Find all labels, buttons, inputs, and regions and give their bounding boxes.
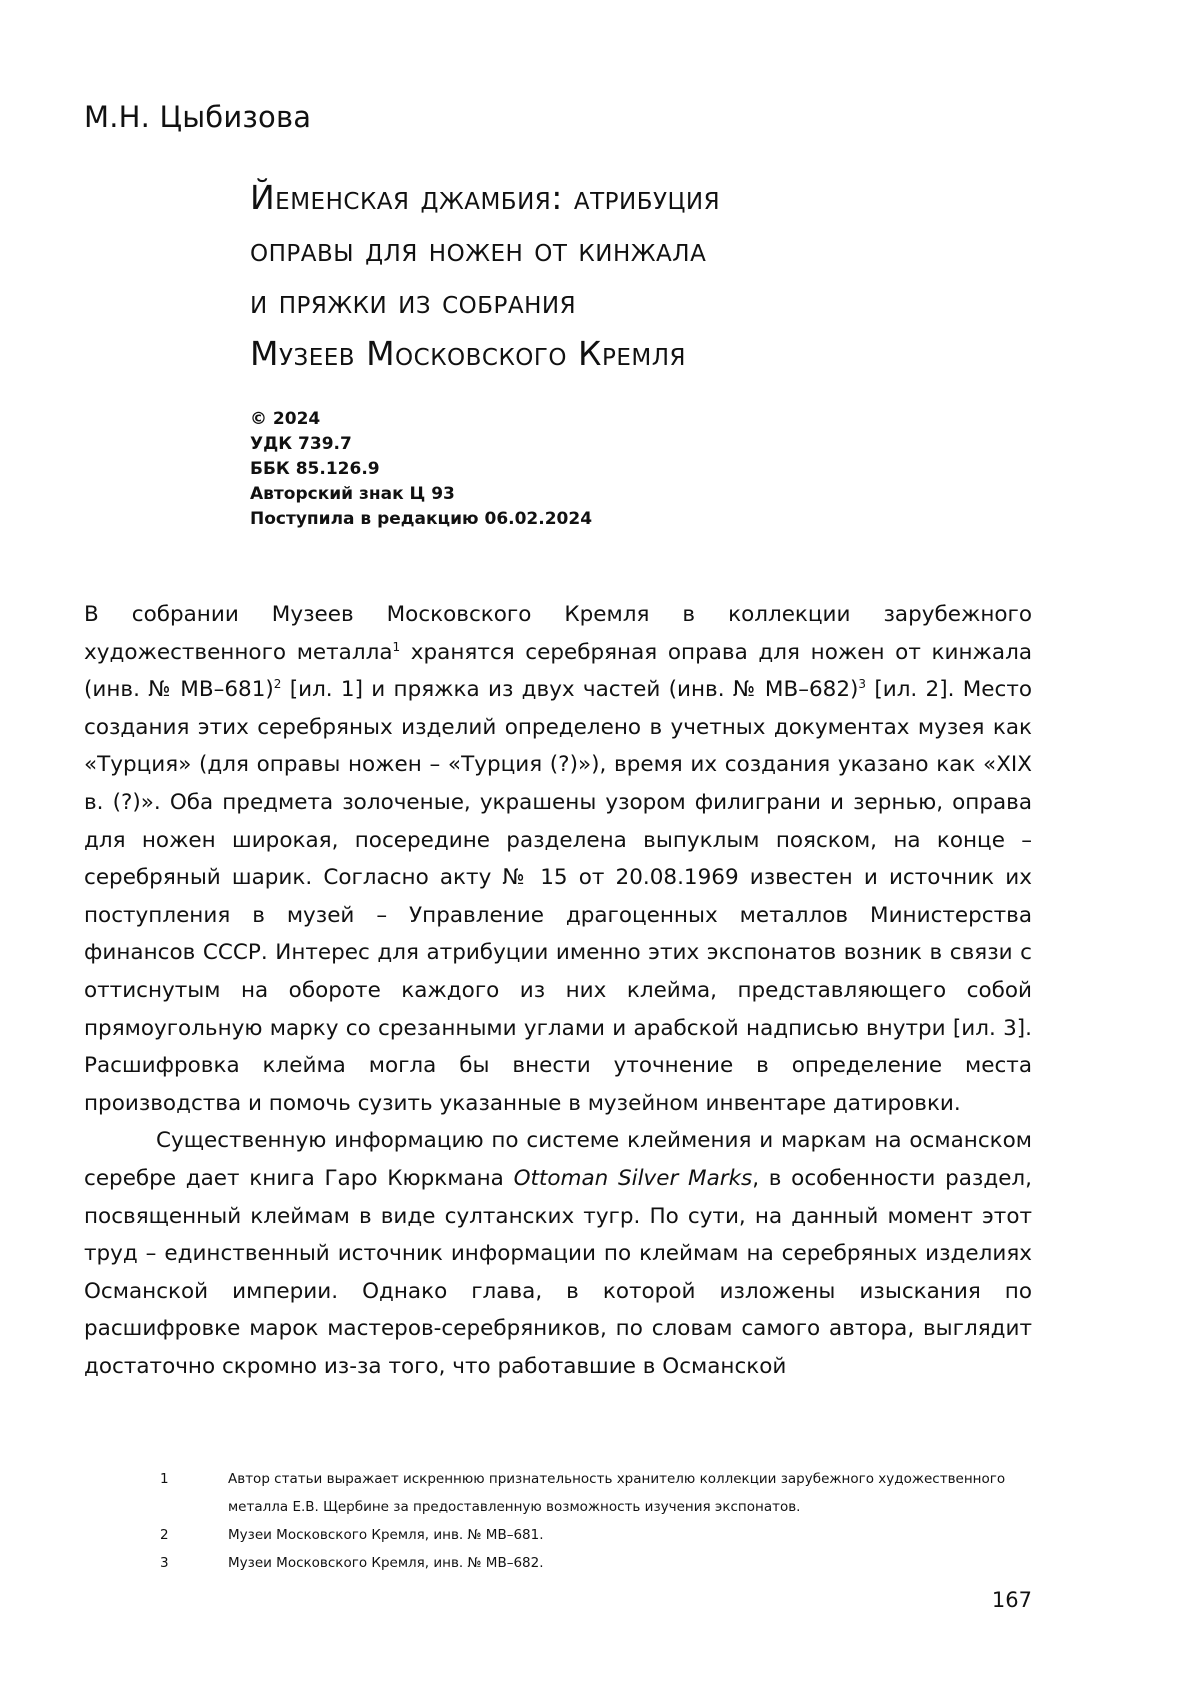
footnotes [160, 1465, 1030, 1577]
footnote-3 [160, 1549, 1030, 1577]
article-body [84, 596, 1032, 1385]
paragraph-text: В собрании Музеев Московского Кремля в коллекции зарубежного художественного металла [84, 602, 1032, 665]
footnote-1 [160, 1465, 1030, 1521]
article-metadata [250, 407, 592, 532]
footnote-text: Музеи Московского Кремля, инв. № МВ–682. [228, 1555, 544, 1571]
title-line-4: Музеев Московского Кремля [250, 334, 686, 373]
received-date: Поступила в редакцию 06.02.2024 [250, 509, 593, 529]
book-title: Ottoman Silver Marks [513, 1165, 753, 1191]
paragraph-text: [ил. 1] и пряжка из двух частей (инв. № МВ–682) [281, 677, 859, 703]
title-line-3: и пряжки из собрания [250, 282, 577, 321]
footnote-number: 2 [160, 1527, 169, 1543]
page-number: 167 [991, 1588, 1032, 1612]
bbk-code: ББК 85.126.9 [250, 459, 380, 479]
footnote-ref-1: 1 [392, 639, 401, 654]
article-title [250, 172, 1130, 380]
title-line-2: оправы для ножен от кинжала [250, 230, 707, 269]
udk-code: УДК 739.7 [250, 434, 352, 454]
paragraph-text: Существенную информацию по системе клеймения и маркам на османском серебре дает книга Гаро Кюркмана [84, 1128, 1032, 1191]
footnote-ref-2: 2 [273, 677, 282, 692]
author-mark: Авторский знак Ц 93 [250, 484, 455, 504]
footnote-text: Музеи Московского Кремля, инв. № МВ–681. [228, 1527, 544, 1543]
footnote-number: 3 [160, 1555, 169, 1571]
paragraph-1 [84, 596, 1032, 1122]
copyright: © 2024 [250, 409, 321, 429]
paragraph-2 [84, 1122, 1032, 1385]
title-line-1: Йеменская джамбия: атрибуция [250, 178, 721, 217]
footnote-2 [160, 1521, 1030, 1549]
footnote-text: Автор статьи выражает искреннюю признательность хранителю коллекции зарубежного художественного металла Е.В. Щербине за предоставленную возможность изучения экспонатов. [228, 1471, 1006, 1515]
footnote-ref-3: 3 [858, 677, 867, 692]
footnote-number: 1 [160, 1471, 169, 1487]
paragraph-text: , в особенности раздел, посвященный клеймам в виде султанских тугр. По сути, на данный момент этот труд – единственный источник информации по клеймам на серебряных изделиях Османской империи. Однако глава, в которой изложены изыскания по расшифровке марок мастеров-серебряников, по словам самого автора, выглядит достаточно скромно из-за того, что работавшие в Османской [84, 1165, 1033, 1379]
paragraph-text: хранятся серебряная оправа для ножен от кинжала (инв. № МВ–681) [84, 639, 1032, 703]
paragraph-text: [ил. 2]. Место создания этих серебряных изделий определено в учетных документах музея как «Турция» (для оправы ножен – «Турция (?)»), время их создания указано как «XIX в. (?)». Оба предмета золоченые, украшены узором филиграни и зернью, оправа для ножен широкая, посередине разделена выпуклым пояском, на конце – серебряный шарик. Согласно акту № 15 от 20.08.1969 известен и источник их поступления в музей – Управление драгоценных металлов Министерства финансов СССР. Интерес для атрибуции именно этих экспонатов возник в связи с оттиснутым на обороте каждого из них клейма, представляющего собой прямоугольную марку со срезанными углами и арабской надписью внутри [ил. 3]. Расшифровка клейма могла бы внести уточнение в определение места производства и помочь сузить указанные в музейном инвентаре датировки. [84, 677, 1033, 1116]
article-author: М.Н. Цыбизова [84, 100, 312, 134]
